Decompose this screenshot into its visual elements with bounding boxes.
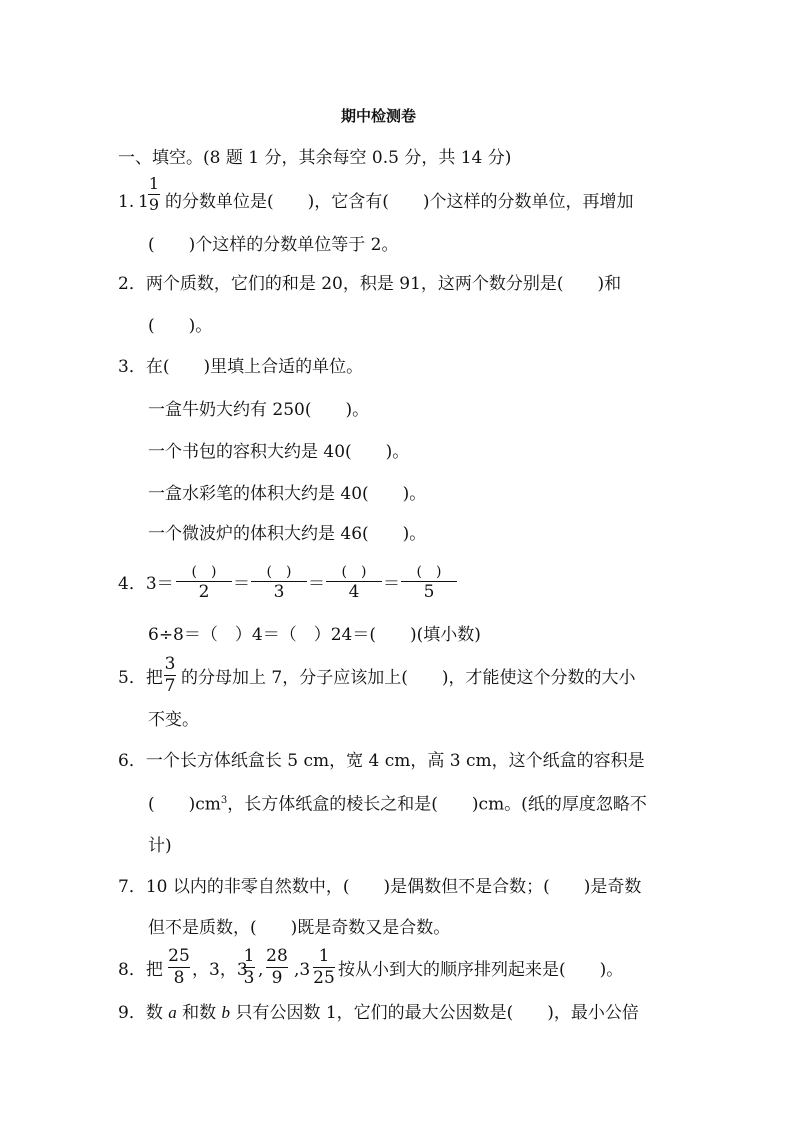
denominator: 9	[148, 195, 160, 214]
fraction: ( ) 2	[176, 565, 232, 601]
question-text: 不变。	[148, 710, 199, 730]
list-item: 一盒水彩笔的体积大约是 40( )。	[148, 484, 427, 504]
question-text: 4．3＝	[118, 574, 174, 594]
question-text: 5．把	[118, 668, 163, 688]
question-text: 的分数单位是( )，它含有( )个这样的分数单位，再增加	[165, 192, 634, 212]
question-text: 6÷8＝（ ）4＝（ ）24＝( )(填小数)	[148, 625, 481, 645]
question-text: ( )个这样的分数单位等于 2。	[148, 235, 399, 255]
fraction: 3 7	[164, 654, 176, 696]
mixed-number-integer: 1	[138, 192, 149, 212]
fraction: 1 25	[313, 946, 335, 988]
question-text: 9．数 a 和数 b 只有公因数 1，它们的最大公因数是( )，最小公倍	[118, 1003, 639, 1023]
question-text: ( )。	[148, 316, 213, 336]
fraction: 28 9	[266, 946, 288, 988]
list-item: 一盒牛奶大约有 250( )。	[148, 400, 370, 420]
numerator: 1	[148, 174, 160, 193]
fraction: 1 3	[243, 946, 255, 988]
fraction	[148, 176, 160, 213]
question-text: 6．一个长方体纸盒长 5 cm，宽 4 cm，高 3 cm，这个纸盒的容积是	[118, 751, 645, 771]
question-text: 按从小到大的顺序排列起来是( )。	[338, 960, 624, 980]
fraction: ( ) 3	[251, 565, 307, 601]
question-text: ( )$cm^3$，长方体纸盒的棱长之和是( )cm。(纸的厚度忽略不	[148, 794, 647, 815]
question-number: 1.	[118, 192, 135, 212]
question-text: 计)	[148, 836, 172, 856]
question-text: 的分母加上 7，分子应该加上( )，才能使这个分数的大小	[181, 668, 636, 688]
question-text: 2．两个质数，它们的和是 20，积是 91，这两个数分别是( )和	[118, 274, 622, 294]
fraction: 25 8	[168, 946, 190, 988]
list-item: 一个书包的容积大约是 40( )。	[148, 442, 410, 462]
list-item: 一个微波炉的体积大约是 46( )。	[148, 524, 427, 544]
question-text: 但不是质数，( )既是奇数又是合数。	[148, 918, 451, 938]
fraction: ( ) 4	[326, 565, 382, 601]
question-text: 3．在( )里填上合适的单位。	[118, 357, 364, 377]
section-heading: 一、填空。(8 题 1 分，其余每空 0.5 分，共 14 分)	[118, 148, 512, 168]
question-text: 8．把	[118, 960, 163, 980]
fraction: ( ) 5	[401, 565, 457, 601]
page-title: 期中检测卷	[341, 107, 417, 125]
question-text: 7．10 以内的非零自然数中，( )是偶数但不是合数；( )是奇数	[118, 877, 642, 897]
